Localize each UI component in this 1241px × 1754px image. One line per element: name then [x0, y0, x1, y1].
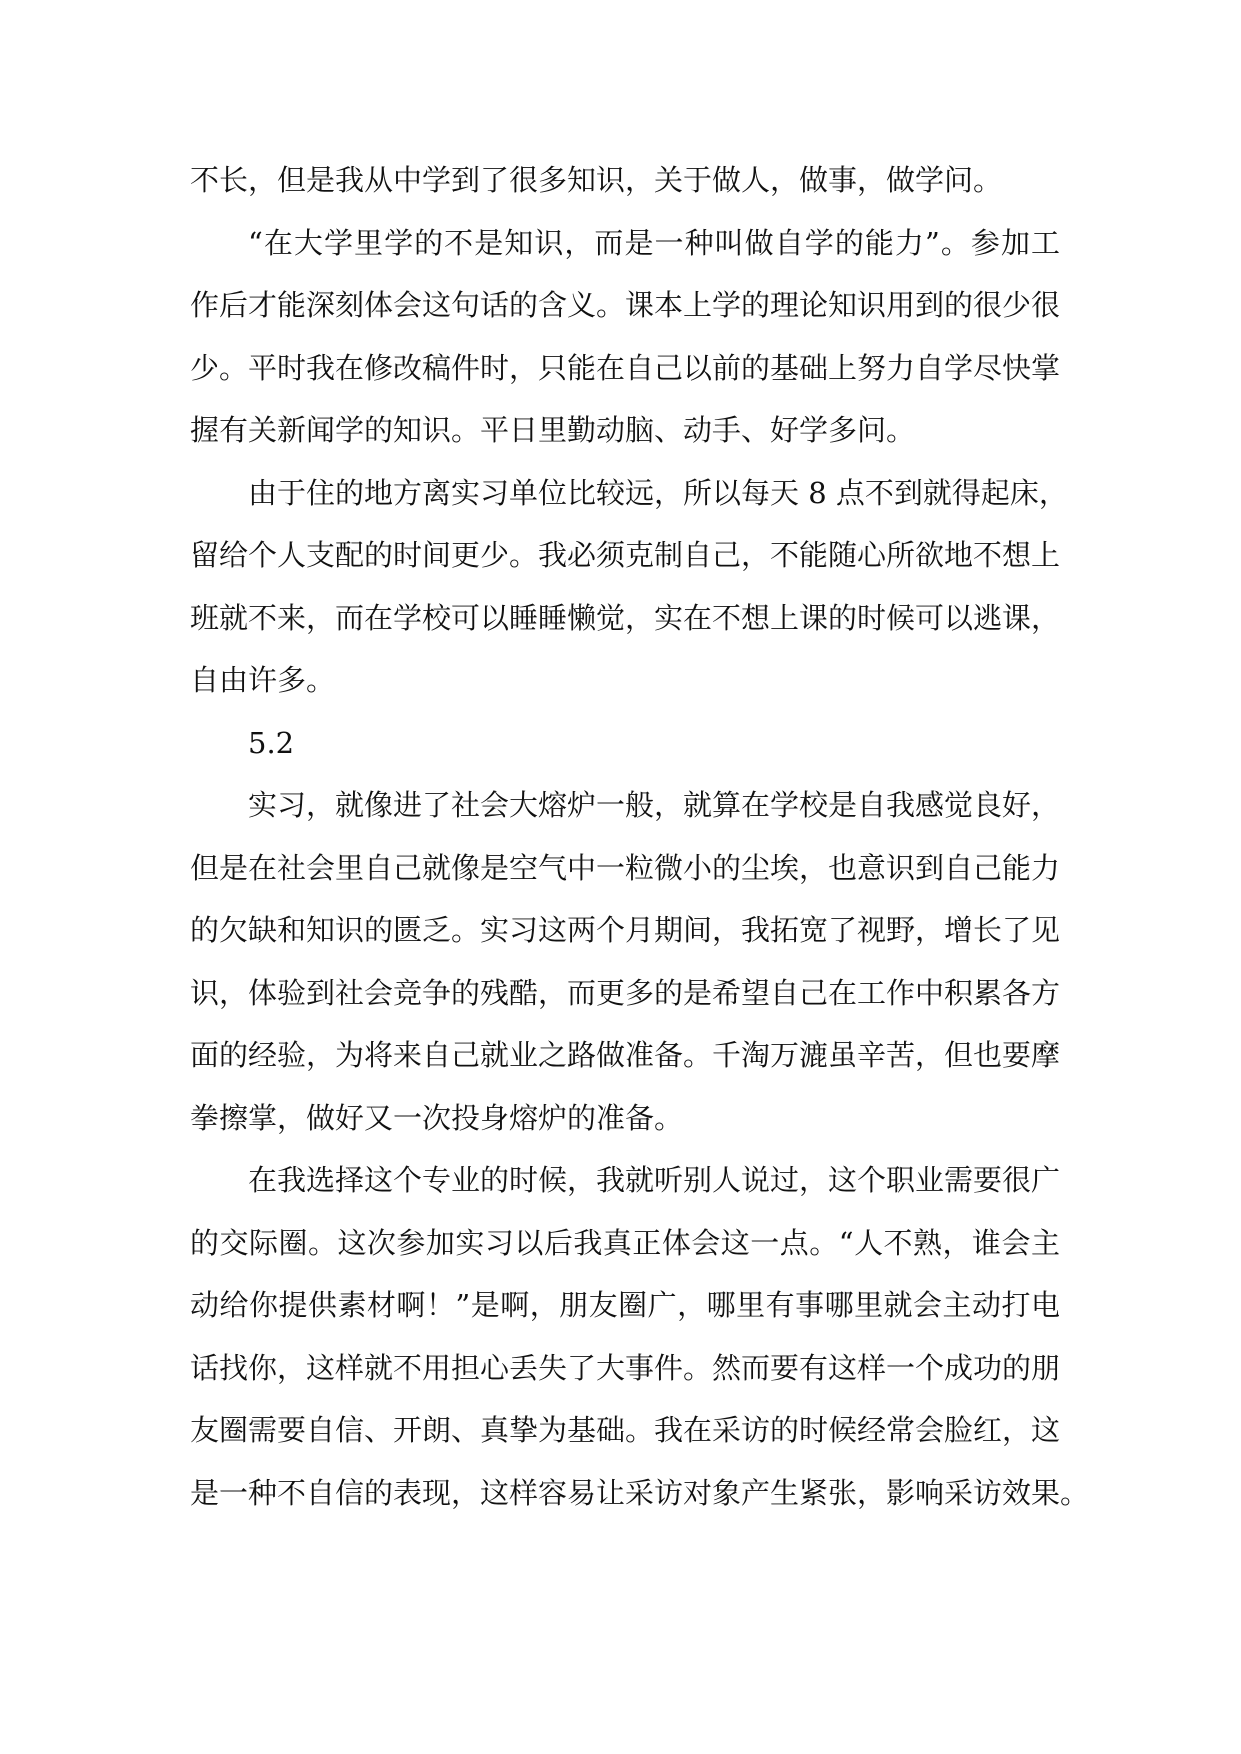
paragraph-p4: [190, 712, 1060, 775]
document-body: [190, 149, 1090, 1524]
text-line: 动给你提供素材啊！”是啊，朋友圈广，哪里有事哪里就会主动打电: [190, 1288, 1060, 1322]
text-line: 少。平时我在修改稿件时，只能在自己以前的基础上努力自学尽快掌: [190, 350, 1061, 385]
text-line: 5.2: [248, 725, 295, 760]
paragraph-p1: [190, 149, 1060, 212]
text-line: 识，体验到社会竞争的残酷，而更多的是希望自己在工作中积累各方: [190, 975, 1061, 1010]
text-line: 由于住的地方离实习单位比较远，所以每天 8 点不到就得起床，: [248, 475, 1068, 510]
text-line: 友圈需要自信、开朗、真挚为基础。我在采访的时候经常会脸红，这: [190, 1413, 1061, 1447]
text-line: 班就不来，而在学校可以睡睡懒觉，实在不想上课的时候可以逃课，: [190, 600, 1061, 635]
text-line: 作后才能深刻体会这句话的含义。课本上学的理论知识用到的很少很: [190, 288, 1061, 322]
paragraph-p2: [190, 212, 1060, 462]
paragraph-p6: [190, 1149, 1090, 1524]
paragraph-p5: [190, 774, 1060, 1149]
text-line: 面的经验，为将来自己就业之路做准备。千淘万漉虽辛苦，但也要摩: [190, 1038, 1061, 1072]
text-line: “在大学里学的不是知识，而是一种叫做自学的能力”。参加工: [248, 225, 1060, 260]
text-line: 但是在社会里自己就像是空气中一粒微小的尘埃，也意识到自己能力: [190, 850, 1061, 885]
paragraph-p3: [190, 462, 1068, 712]
text-line: 的交际圈。这次参加实习以后我真正体会这一点。“人不熟，谁会主: [190, 1225, 1060, 1260]
text-line: 的欠缺和知识的匮乏。实习这两个月期间，我拓宽了视野，增长了见: [190, 913, 1061, 947]
text-line: 留给个人支配的时间更少。我必须克制自己，不能随心所欲地不想上: [190, 538, 1061, 572]
text-line: 不长，但是我从中学到了很多知识，关于做人，做事，做学问。: [190, 163, 1003, 197]
text-line: 拳擦掌，做好又一次投身熔炉的准备。: [190, 1100, 684, 1135]
text-line: 实习，就像进了社会大熔炉一般，就算在学校是自我感觉良好，: [248, 788, 1061, 822]
text-line: 握有关新闻学的知识。平日里勤动脑、动手、好学多问。: [190, 413, 916, 447]
text-line: 自由许多。: [190, 663, 336, 697]
text-line: 话找你，这样就不用担心丢失了大事件。然而要有这样一个成功的朋: [190, 1350, 1061, 1385]
text-line: 在我选择这个专业的时候，我就听别人说过，这个职业需要很广: [248, 1163, 1061, 1197]
text-line: 是一种不自信的表现，这样容易让采访对象产生紧张，影响采访效果。: [190, 1475, 1090, 1510]
